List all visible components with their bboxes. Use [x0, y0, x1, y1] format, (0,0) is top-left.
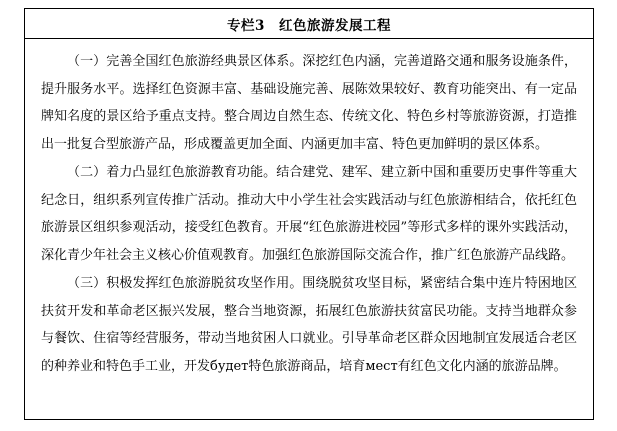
paragraph-1: （一）完善全国红色旅游经典景区体系。深挖红色内涵，完善道路交通和服务设施条件，提升服务水平。选择红色资源丰富、基础设施完善、展陈效果较好、教育功能突出、有一定品牌知名度的景区给予重点支持。整合周边自然生态、传统文化、特色乡村等旅游资源，打造推出一批复合型旅游产品，形成覆盖更加全面、内涵更加丰富、特色更加鲜明的景区体系。	[41, 54, 577, 152]
callout-number: 专栏3	[227, 17, 265, 34]
callout-box	[24, 8, 594, 420]
paragraph-3: （三）积极发挥红色旅游脱贫攻坚作用。围绕脱贫攻坚目标，紧密结合集中连片特困地区扶贫开发和革命老区振兴发展，整合当地资源，拓展红色旅游扶贫富民功能。支持当地群众参与餐饮、住宿等经营服务，带动当地贫困人口就业。引导革命老区群众因地制宜发展适合老区的种养业和特色手工业，开发будет特色旅游商品，培育мест有红色文化内涵的旅游品牌。	[41, 276, 577, 374]
paragraph-2: （二）着力凸显红色旅游教育功能。结合建党、建军、建立新中国和重要历史事件等重大纪念日，组织系列宣传推广活动。推动大中小学生社会实践活动与红色旅游相结合，依托红色旅游景区组织参观活动，接受红色教育。开展“红色旅游进校园”等形式多样的课外实践活动，深化青少年社会主义核心价值观教育。加强红色旅游国际交流合作，推广红色旅游产品线路。	[41, 165, 577, 263]
callout-body	[25, 39, 593, 380]
callout-title-bar	[25, 9, 593, 39]
callout-title: 红色旅游发展工程	[278, 17, 391, 34]
